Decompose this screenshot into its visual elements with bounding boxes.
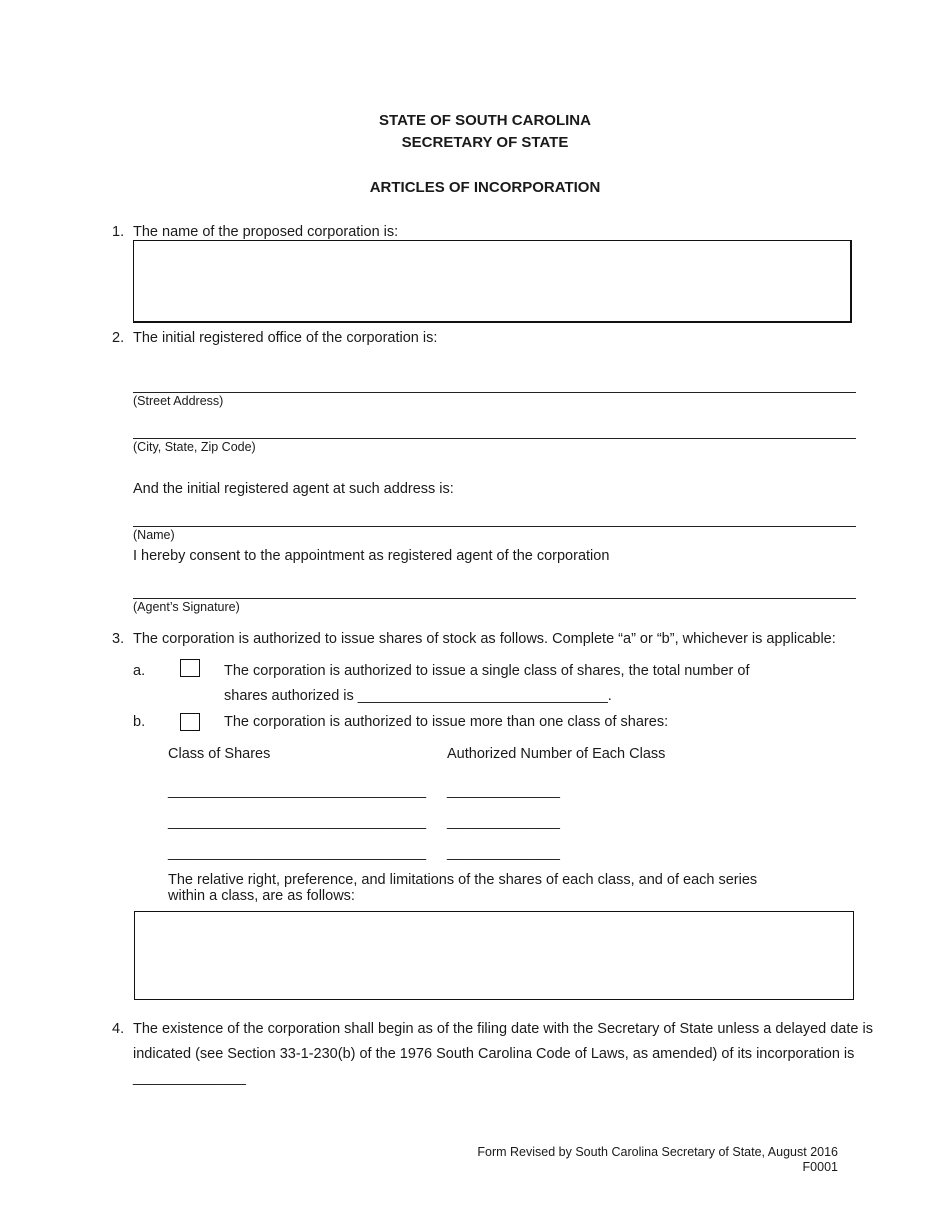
delayed-date-field[interactable]: ______________ [133,1070,246,1086]
option-b-checkbox[interactable] [180,713,200,731]
corporation-name-field[interactable] [133,240,852,323]
agent-name-field[interactable] [133,526,856,527]
city-state-zip-field[interactable] [133,438,856,439]
agent-name-label: (Name) [133,528,175,542]
authorized-number-field-3[interactable]: ______________ [447,845,560,861]
form-revised-note: Form Revised by South Carolina Secretary of State, August 2016 [477,1145,838,1159]
option-a-text-line1: The corporation is authorized to issue a single class of shares, the total number of [224,663,750,679]
option-a-letter: a. [133,663,146,679]
item-4-text-line2: indicated (see Section 33-1-230(b) of the 1976 South Carolina Code of Laws, as amended) of its incorporation is [133,1046,855,1062]
class-of-shares-field-2[interactable]: ________________________________ [168,814,427,830]
rights-text-line1: The relative right, preference, and limitations of the shares of each class, and of each series [168,872,758,888]
item-2-label: The initial registered office of the corporation is: [133,330,438,346]
page-title: ARTICLES OF INCORPORATION [369,179,601,196]
agent-signature-label: (Agent’s Signature) [133,600,240,614]
class-of-shares-field-3[interactable]: ________________________________ [168,845,427,861]
class-of-shares-field-1[interactable]: ________________________________ [168,783,427,799]
rights-text-line2: within a class, are as follows: [168,888,355,904]
item-2-number: 2. [112,330,125,346]
item-1-label: The name of the proposed corporation is: [133,224,399,240]
option-b-letter: b. [133,714,146,730]
street-address-label: (Street Address) [133,394,224,408]
consent-text: I hereby consent to the appointment as registered agent of the corporation [133,548,610,564]
agent-intro-text: And the initial registered agent at such address is: [133,481,454,497]
authorized-number-header: Authorized Number of Each Class [447,746,666,762]
state-heading: STATE OF SOUTH CAROLINA [379,112,591,129]
form-id: F0001 [802,1160,838,1174]
street-address-field[interactable] [133,392,856,393]
secretary-heading: SECRETARY OF STATE [401,134,569,151]
city-state-zip-label: (City, State, Zip Code) [133,440,256,454]
item-4-text-line1: The existence of the corporation shall begin as of the filing date with the Secretary of State unless a delayed date is [133,1021,873,1037]
agent-signature-field[interactable] [133,598,856,599]
item-1-number: 1. [112,224,125,240]
option-a-checkbox[interactable] [180,659,200,677]
option-a-text-line2[interactable]: shares authorized is _______________________________. [224,688,612,704]
item-3-number: 3. [112,631,125,647]
authorized-number-field-2[interactable]: ______________ [447,814,560,830]
share-rights-field[interactable] [134,911,854,1000]
item-3-label: The corporation is authorized to issue shares of stock as follows. Complete “a” or “b”, whichever is applicable: [133,631,836,647]
item-4-number: 4. [112,1021,125,1037]
authorized-number-field-1[interactable]: ______________ [447,783,560,799]
class-of-shares-header: Class of Shares [168,746,271,762]
option-b-text: The corporation is authorized to issue more than one class of shares: [224,714,669,730]
